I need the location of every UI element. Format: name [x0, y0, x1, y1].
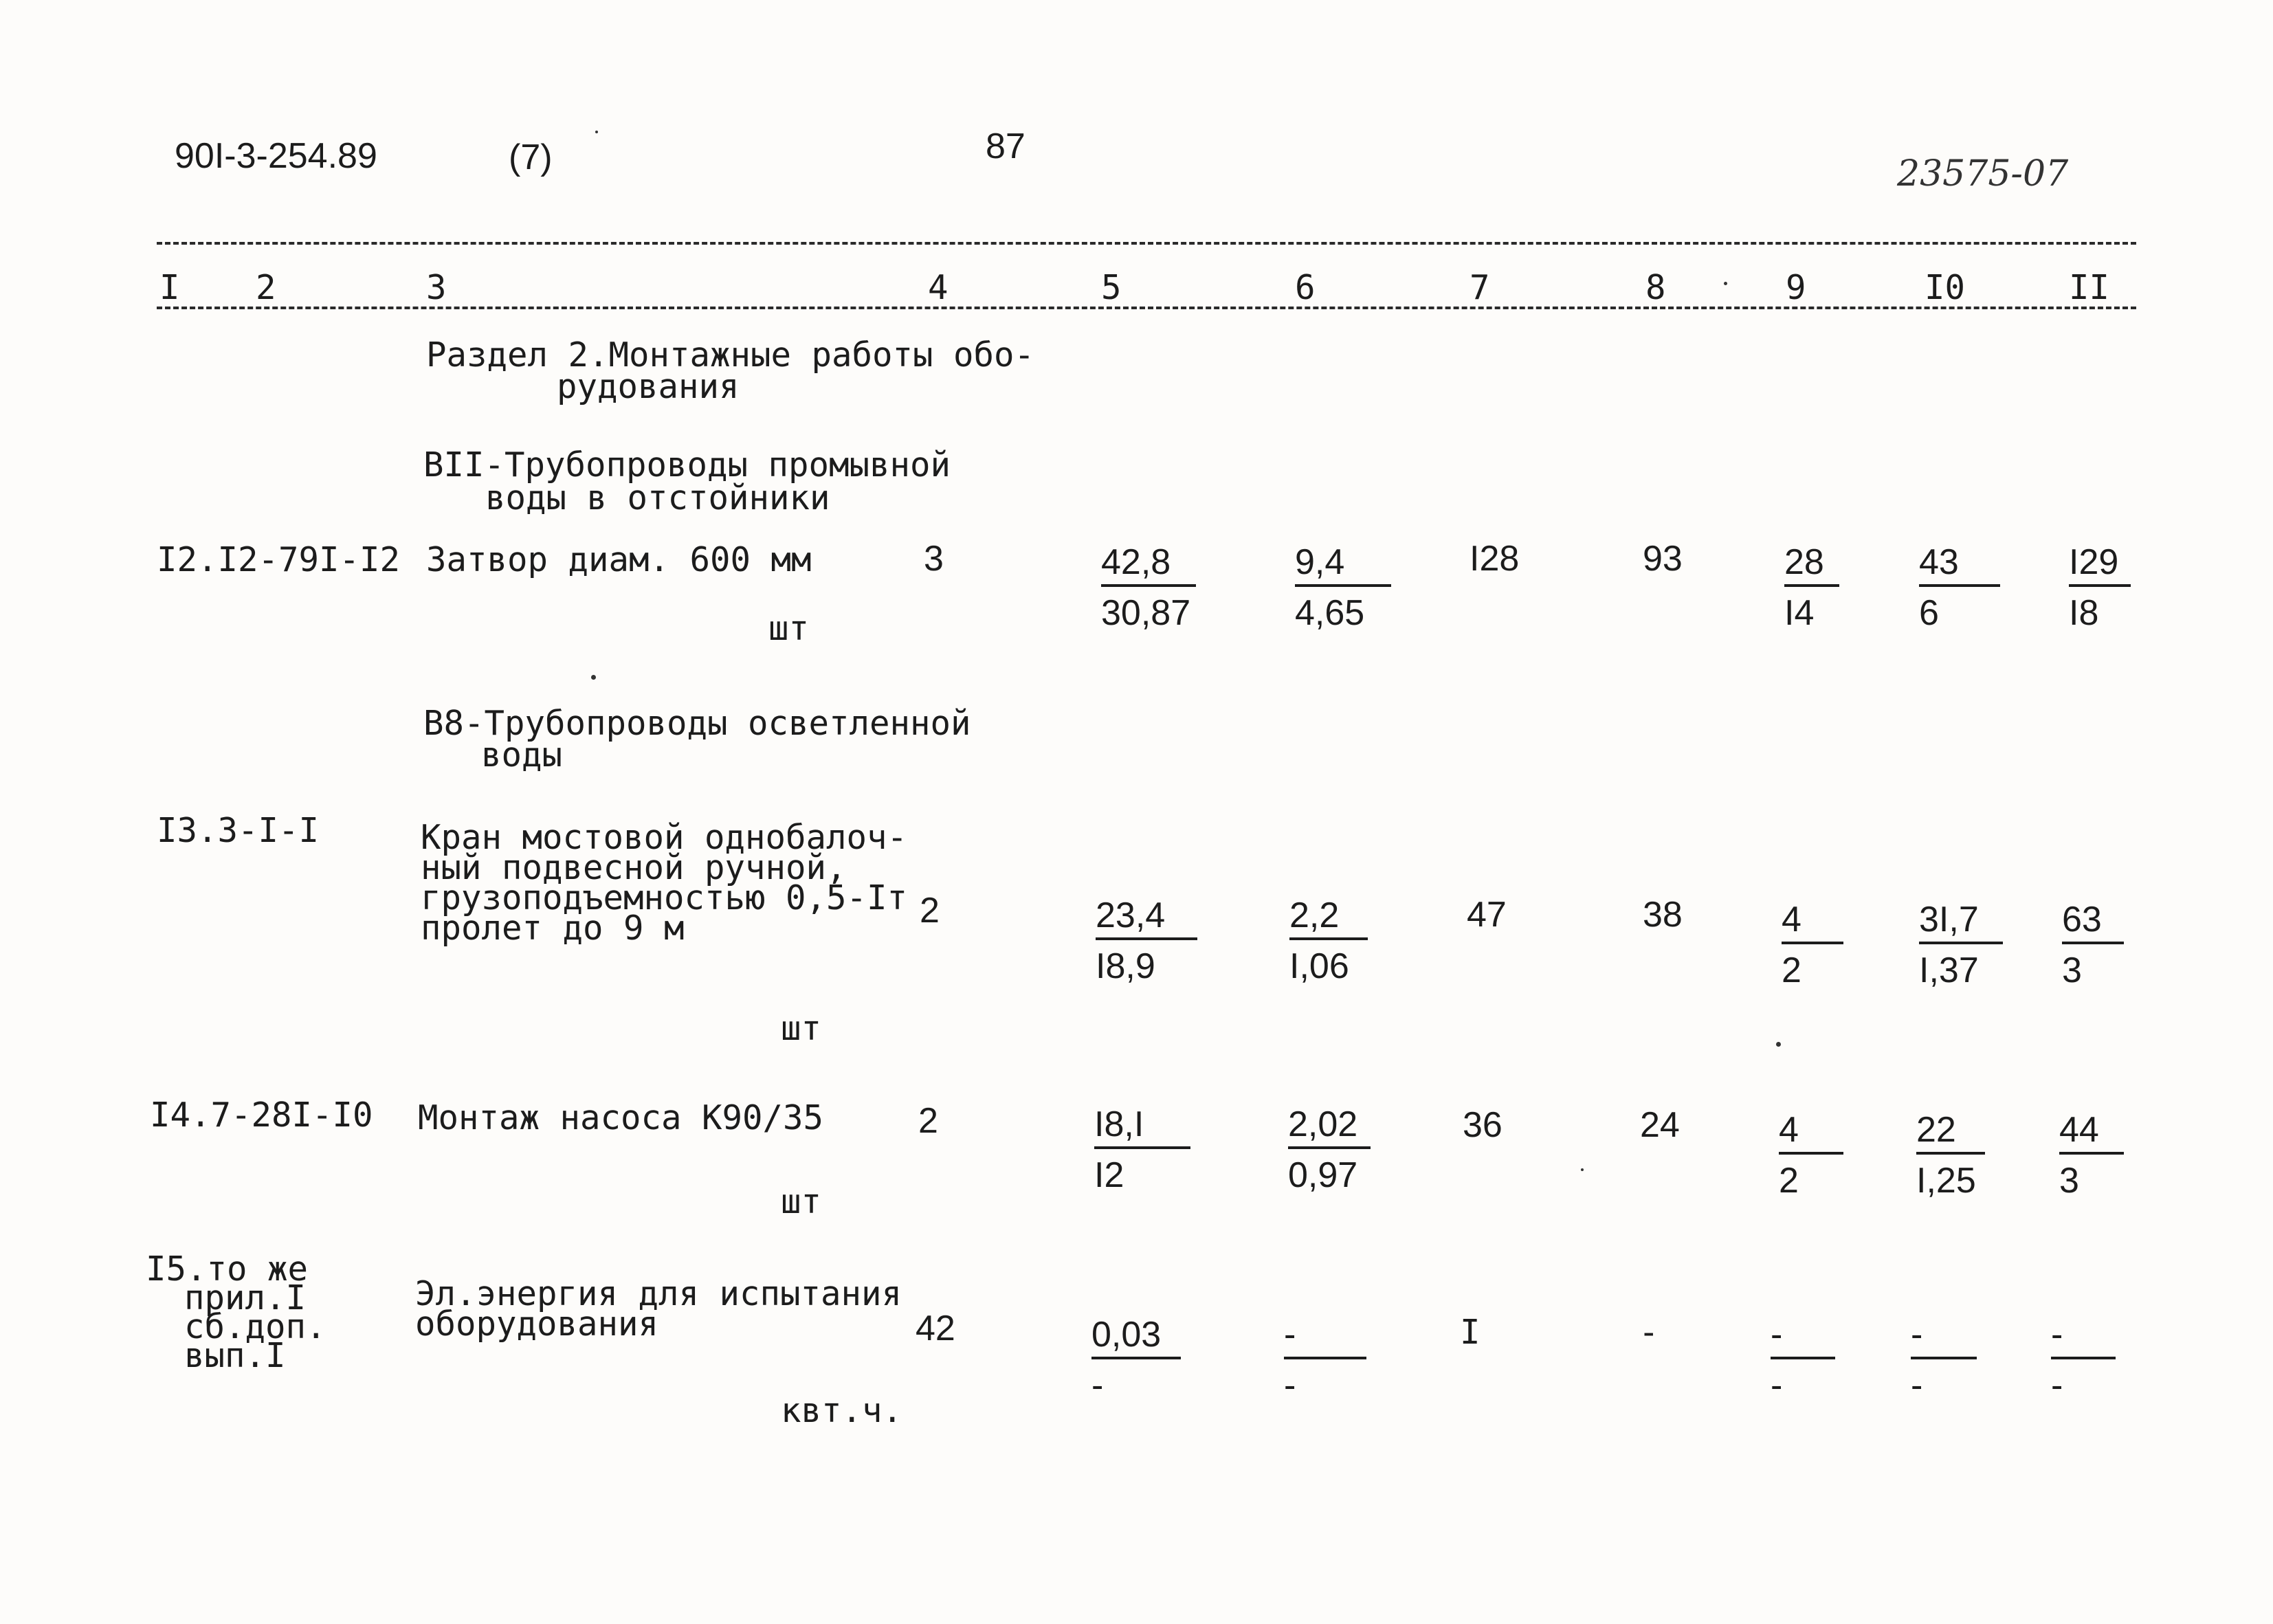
row-13-col10-bottom: I,37	[1919, 950, 1979, 990]
col-header-1: I	[159, 268, 180, 307]
row-14-col5-top: I8,I	[1094, 1104, 1144, 1144]
row-15-col11-top: -	[2051, 1315, 2063, 1355]
subsection-b11-line2: воды в отстойники	[485, 478, 830, 518]
col-header-4: 4	[928, 268, 949, 307]
row-13-description-line4: пролет до 9 м	[421, 909, 685, 948]
col-header-8: 8	[1645, 268, 1666, 307]
row-13-col9-top: 4	[1782, 900, 1801, 939]
row-13-col6	[1289, 898, 1368, 984]
scan-speck	[1776, 1042, 1781, 1047]
row-14-col11-bottom: 3	[2059, 1161, 2079, 1201]
row-13-description-line1: Кран мостовой однобалоч-	[421, 818, 908, 857]
row-12-col7: I28	[1470, 539, 1520, 579]
row-14-col6	[1288, 1106, 1371, 1193]
col-header-9: 9	[1786, 268, 1806, 307]
row-13-col6-top: 2,2	[1289, 896, 1340, 935]
row-15-col5	[1091, 1317, 1181, 1403]
row-14-col5-bottom: I2	[1094, 1155, 1124, 1195]
row-12-description: Затвор диам. 600 мм	[426, 540, 812, 579]
row-13-col9-bottom: 2	[1782, 950, 1801, 990]
row-14-col9-bottom: 2	[1779, 1161, 1799, 1201]
subsection-b8-line2: воды	[481, 735, 563, 775]
row-14-col10-bottom: I,25	[1916, 1161, 1976, 1201]
row-14-description: Монтаж насоса К90/35	[418, 1098, 824, 1137]
row-14-col6-bottom: 0,97	[1288, 1155, 1358, 1195]
row-12-unit: шт	[768, 609, 810, 648]
header-top-rule	[157, 242, 2136, 245]
row-12-col8: 93	[1643, 539, 1683, 579]
row-12-col6-top: 9,4	[1295, 542, 1345, 582]
row-12-col11-bottom: I8	[2069, 593, 2099, 633]
row-14-col9	[1779, 1112, 1843, 1199]
row-13-col5-bottom: I8,9	[1096, 946, 1155, 986]
row-15-col10-bottom: -	[1911, 1366, 1923, 1405]
row-15-code-line3: сб.доп.	[184, 1307, 326, 1346]
row-15-col11	[2051, 1317, 2116, 1403]
row-12-col5-bottom: 30,87	[1101, 593, 1191, 633]
scan-speck	[595, 131, 598, 133]
row-14-col7: 36	[1463, 1105, 1503, 1145]
row-15-col6-top: -	[1284, 1315, 1296, 1355]
row-15-col9-top: -	[1771, 1315, 1783, 1355]
row-15-col10	[1911, 1317, 1977, 1403]
header-bottom-rule	[157, 307, 2136, 309]
scan-speck	[1581, 1168, 1584, 1171]
row-14-col6-top: 2,02	[1288, 1104, 1358, 1144]
row-13-col7: 47	[1467, 895, 1507, 935]
row-14-col5	[1094, 1106, 1190, 1193]
row-14-col9-top: 4	[1779, 1110, 1799, 1150]
page-number: 87	[986, 126, 1025, 166]
row-14-col8: 24	[1640, 1105, 1680, 1145]
row-12-col5	[1101, 544, 1196, 631]
row-13-code: I3.3-I-I	[157, 811, 320, 850]
section-title-line2: рудования	[557, 367, 740, 406]
sheet-number: (7)	[509, 137, 553, 177]
row-12-code: I2.I2-79I-I2	[157, 540, 401, 579]
row-12-quantity: 3	[924, 539, 944, 579]
row-15-col11-bottom: -	[2051, 1366, 2063, 1405]
row-13-description-line2: ный подвесной ручной,	[421, 848, 847, 887]
row-13-quantity: 2	[920, 891, 940, 931]
row-13-col11-bottom: 3	[2062, 950, 2082, 990]
col-header-10: I0	[1925, 268, 1966, 307]
row-15-col10-top: -	[1911, 1315, 1923, 1355]
row-14-quantity: 2	[918, 1101, 938, 1141]
row-15-col8: -	[1639, 1313, 1659, 1352]
section-title-line1: Раздел 2.Монтажные работы обо-	[426, 335, 1035, 375]
subsection-b11-line1: BII-Трубопроводы промывной	[423, 445, 951, 485]
col-header-3: 3	[426, 268, 447, 307]
row-15-description-line1: Эл.энергия для испытания	[415, 1274, 902, 1313]
row-15-code-line1: I5.то же	[146, 1249, 309, 1289]
col-header-5: 5	[1101, 268, 1122, 307]
row-12-col11-top: I29	[2069, 542, 2119, 582]
row-14-code: I4.7-28I-I0	[150, 1095, 373, 1135]
row-15-col5-bottom: -	[1091, 1366, 1104, 1405]
row-15-col6	[1284, 1317, 1366, 1403]
row-15-col6-bottom: -	[1284, 1366, 1296, 1405]
row-12-col6	[1295, 544, 1391, 631]
row-13-col9	[1782, 902, 1843, 988]
row-15-col7: I	[1460, 1313, 1481, 1352]
scan-speck	[1724, 282, 1727, 285]
row-14-unit: шт	[781, 1182, 822, 1221]
row-12-col10	[1919, 544, 2000, 631]
row-14-col10	[1916, 1112, 1985, 1199]
row-15-col9-bottom: -	[1771, 1366, 1783, 1405]
row-13-col5-top: 23,4	[1096, 896, 1166, 935]
row-13-description-line3: грузоподъемностью 0,5-Iт	[421, 878, 908, 917]
row-14-col10-top: 22	[1916, 1110, 1956, 1150]
col-header-11: II	[2069, 268, 2110, 307]
row-12-col9-bottom: I4	[1784, 593, 1815, 633]
document-code: 90I-3-254.89	[175, 136, 377, 176]
row-12-col10-bottom: 6	[1919, 593, 1939, 633]
row-12-col6-bottom: 4,65	[1295, 593, 1365, 633]
row-12-col5-top: 42,8	[1101, 542, 1171, 582]
row-13-col10-top: 3I,7	[1919, 900, 1979, 939]
archive-number: 23575-07	[1897, 153, 2069, 194]
row-15-unit: квт.ч.	[781, 1391, 903, 1430]
row-14-col11	[2059, 1112, 2124, 1199]
row-15-quantity: 42	[916, 1309, 955, 1348]
row-12-col9	[1784, 544, 1839, 631]
row-15-code-line2: прил.I	[184, 1278, 307, 1317]
row-12-col10-top: 43	[1919, 542, 1959, 582]
row-12-col11	[2069, 544, 2131, 631]
row-13-unit: шт	[781, 1009, 822, 1048]
row-12-col9-top: 28	[1784, 542, 1824, 582]
row-13-col11	[2062, 902, 2124, 988]
subsection-b8-line1: B8-Трубопроводы осветленной	[423, 704, 971, 743]
row-15-description-line2: оборудования	[415, 1304, 659, 1344]
row-13-col6-bottom: I,06	[1289, 946, 1349, 986]
row-15-col5-top: 0,03	[1091, 1315, 1162, 1355]
row-13-col8: 38	[1643, 895, 1683, 935]
row-13-col11-top: 63	[2062, 900, 2102, 939]
scan-speck	[591, 675, 596, 680]
col-header-2: 2	[256, 268, 276, 307]
col-header-6: 6	[1295, 268, 1316, 307]
row-14-col11-top: 44	[2059, 1110, 2099, 1150]
row-15-col9	[1771, 1317, 1835, 1403]
row-13-col5	[1096, 898, 1197, 984]
row-15-code-line4: вып.I	[184, 1336, 286, 1375]
row-13-col10	[1919, 902, 2003, 988]
col-header-7: 7	[1470, 268, 1490, 307]
